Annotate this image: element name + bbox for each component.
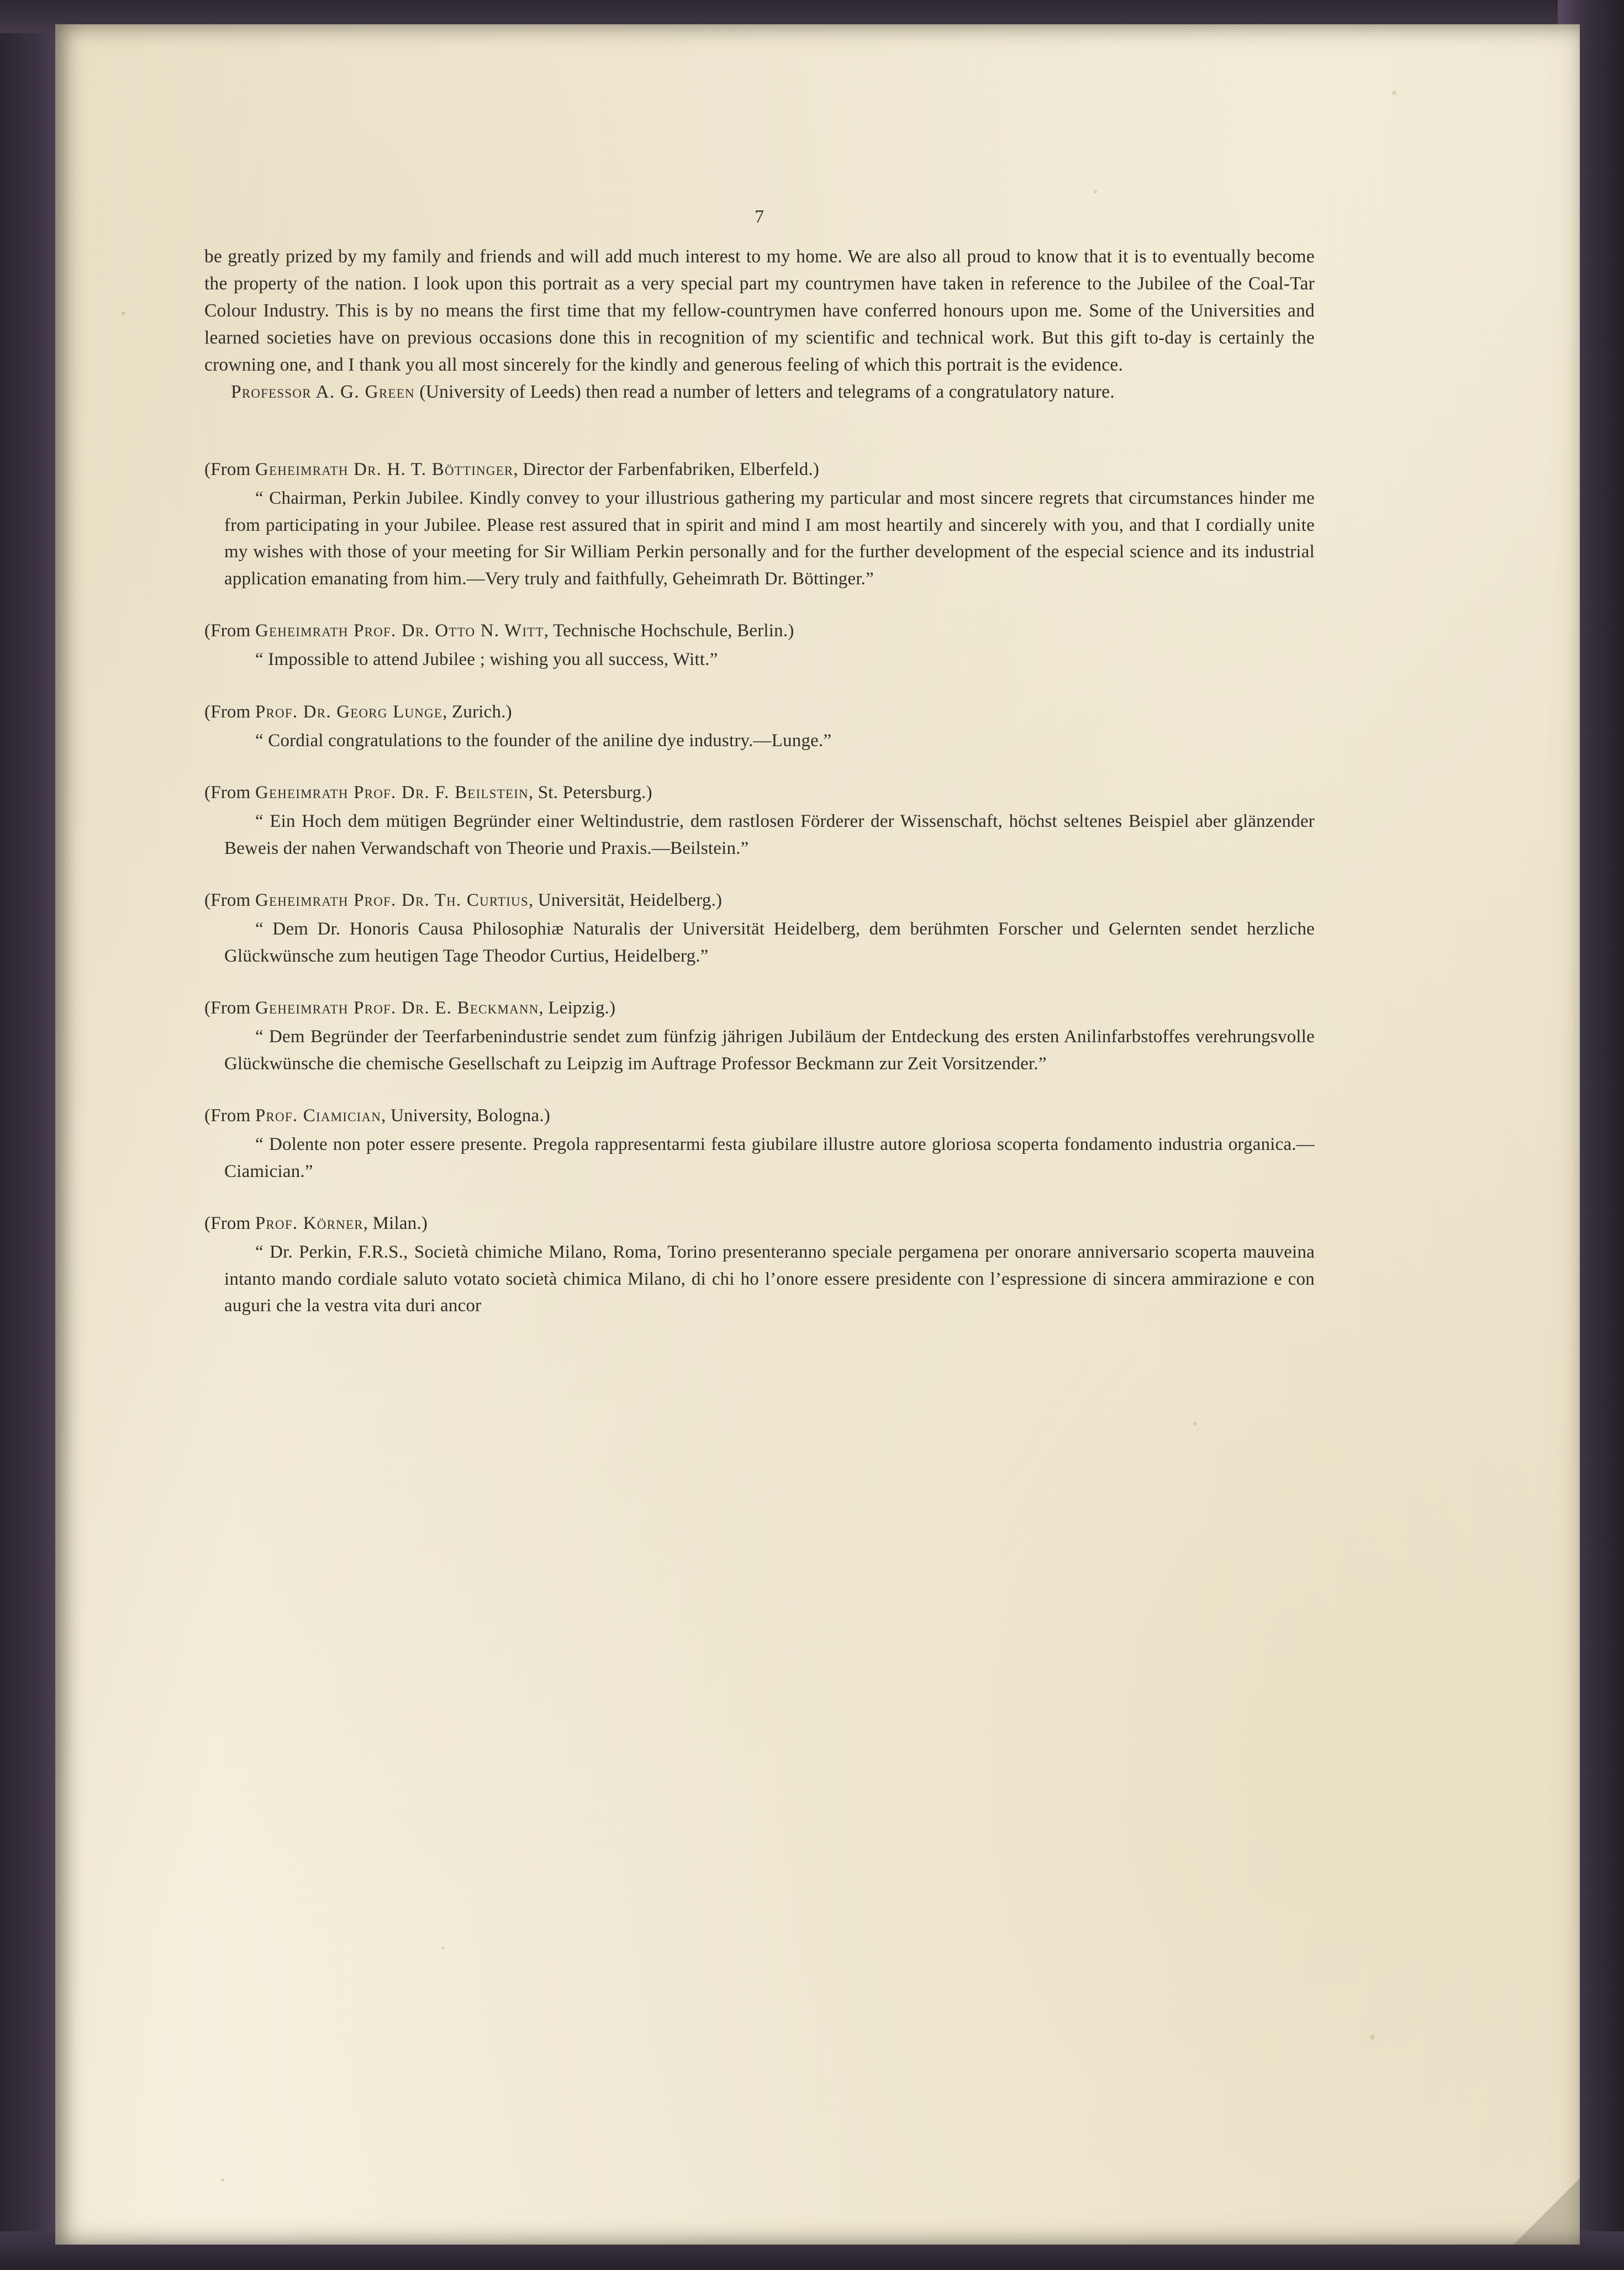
message-source — [204, 617, 1315, 644]
page-number: 7 — [755, 207, 764, 227]
message-source — [204, 699, 1315, 725]
message-sender: Geheimrath Dr. H. T. Böttinger — [255, 460, 514, 479]
message-block — [204, 779, 1315, 862]
paragraph-intro — [204, 378, 1315, 405]
message-text: “ Cordial congratulations to the founder of the aniline dye industry.—Lunge.” — [255, 730, 832, 751]
message-source-suffix: , University, Bologna.) — [381, 1106, 551, 1126]
message-sender: Geheimrath Prof. Dr. Otto N. Witt — [255, 621, 544, 641]
paragraph-continuation: be greatly prized by my family and friends and will add much interest to my home. We are also all proud to know that it is to eventually become the property of the nation. I look upon this portrait as a very special part my countrymen have taken in reference to the Jubilee of the Coal-Tar Colour Industry. This is by no means the first time that my fellow-countrymen have conferred honours upon me. Some of the Universities and learned societies have on previous occasions done this in recognition of my scientific and technical work. But this gift to-day is certainly the crowning one, and I thank you all most sincerely for the kindly and generous feeling of which this portrait is the evidence. — [204, 246, 1315, 375]
message-source — [204, 1210, 1315, 1237]
message-source-prefix: (From — [204, 621, 255, 641]
paragraph-intro-rest: (University of Leeds) then read a number of letters and telegrams of a congratulatory nature. — [414, 382, 1115, 402]
message-sender: Geheimrath Prof. Dr. Th. Curtius — [255, 890, 529, 910]
page-content — [204, 207, 1315, 1319]
message-source-suffix: , Zurich.) — [442, 701, 512, 722]
message-block — [204, 995, 1315, 1077]
message-sender: Prof. Dr. Georg Lunge — [255, 701, 443, 722]
message-source-suffix: , Milan.) — [363, 1213, 428, 1233]
message-source — [204, 456, 1315, 483]
message-source — [204, 995, 1315, 1021]
message-block — [204, 1102, 1315, 1185]
message-source-prefix: (From — [204, 998, 255, 1018]
message-text: “ Chairman, Perkin Jubilee. Kindly convey to your illustrious gathering my particular and most sincere regrets that circumstances hinder me from participating in your Jubilee. Please rest assured that in spirit and mind I am most heartily and sincerely with you, and that I cordially unite my wishes with those of your meeting for Sir William Perkin personally and for the further development of the especial science and its industrial application emanating from him.—Very truly and faithfully, Geheimrath Dr. Böttinger.” — [224, 488, 1315, 589]
spacer — [204, 405, 1315, 431]
message-sender: Geheimrath Prof. Dr. F. Beilstein — [255, 783, 529, 803]
message-source-prefix: (From — [204, 783, 255, 803]
message-source-prefix: (From — [204, 460, 255, 479]
message-source-prefix: (From — [204, 701, 255, 722]
speaker-name: Professor A. G. Green — [231, 382, 415, 402]
message-source-prefix: (From — [204, 1106, 255, 1126]
message-source-prefix: (From — [204, 890, 255, 910]
message-sender: Geheimrath Prof. Dr. E. Beckmann — [255, 998, 539, 1018]
message-block — [204, 1210, 1315, 1319]
message-source-prefix: (From — [204, 1213, 255, 1233]
message-source-suffix: , St. Petersburg.) — [528, 783, 652, 803]
message-sender: Prof. Ciamician — [255, 1106, 382, 1126]
message-text: “ Dr. Perkin, F.R.S., Società chimiche Milano, Roma, Torino presenteranno speciale pergamena per onorare anniversario scoperta mauveina intanto mando cordiale saluto votato società chimica Milano, di chi ho l’onore essere presidente con l’espressione di sincera ammirazione e con auguri che la vestra vita duri ancor — [224, 1242, 1315, 1316]
message-source-suffix: , Universität, Heidelberg.) — [528, 890, 723, 910]
message-block — [204, 456, 1315, 592]
message-sender: Prof. Körner — [255, 1213, 363, 1233]
page-corner-fold — [1514, 2178, 1580, 2245]
message-source-suffix: , Leipzig.) — [539, 998, 616, 1018]
message-source — [204, 779, 1315, 806]
message-block — [204, 887, 1315, 969]
message-source — [204, 887, 1315, 914]
message-source-suffix: , Technische Hochschule, Berlin.) — [544, 621, 794, 641]
message-source — [204, 1102, 1315, 1129]
message-text: “ Dem Dr. Honoris Causa Philosophiæ Naturalis der Universität Heidelberg, dem berühmten Forscher und Gelernten sendet herzliche Glückwünsche zum heutigen Tage Theodor Curtius, Heidelberg.” — [224, 919, 1315, 966]
message-source-suffix: , Director der Farbenfabriken, Elberfeld.) — [513, 460, 820, 479]
message-text: “ Dolente non poter essere presente. Pregola rappresentarmi festa giubilare illustre autore gloriosa scoperta fondamento industria organica.—Ciamician.” — [224, 1134, 1315, 1181]
message-text: “ Dem Begründer der Teerfarbenindustrie sendet zum fünfzig jährigen Jubiläum der Entdeckung des ersten Anilinfarbstoffes verehrungsvolle Glückwünsche die chemische Gesellschaft zu Leipzig im Auftrage Professor Beckmann zur Zeit Vorsitzender.” — [224, 1027, 1315, 1074]
message-block — [204, 617, 1315, 673]
message-text: “ Ein Hoch dem mütigen Begründer einer Weltindustrie, dem rastlosen Förderer der Wissenschaft, höchst seltenes Beispiel aber glänzender Beweis der nahen Verwandschaft von Theorie und Praxis.—Beilstein.” — [224, 811, 1315, 858]
message-block — [204, 699, 1315, 754]
page-leaf — [55, 24, 1580, 2245]
message-text: “ Impossible to attend Jubilee ; wishing you all success, Witt.” — [255, 650, 718, 669]
